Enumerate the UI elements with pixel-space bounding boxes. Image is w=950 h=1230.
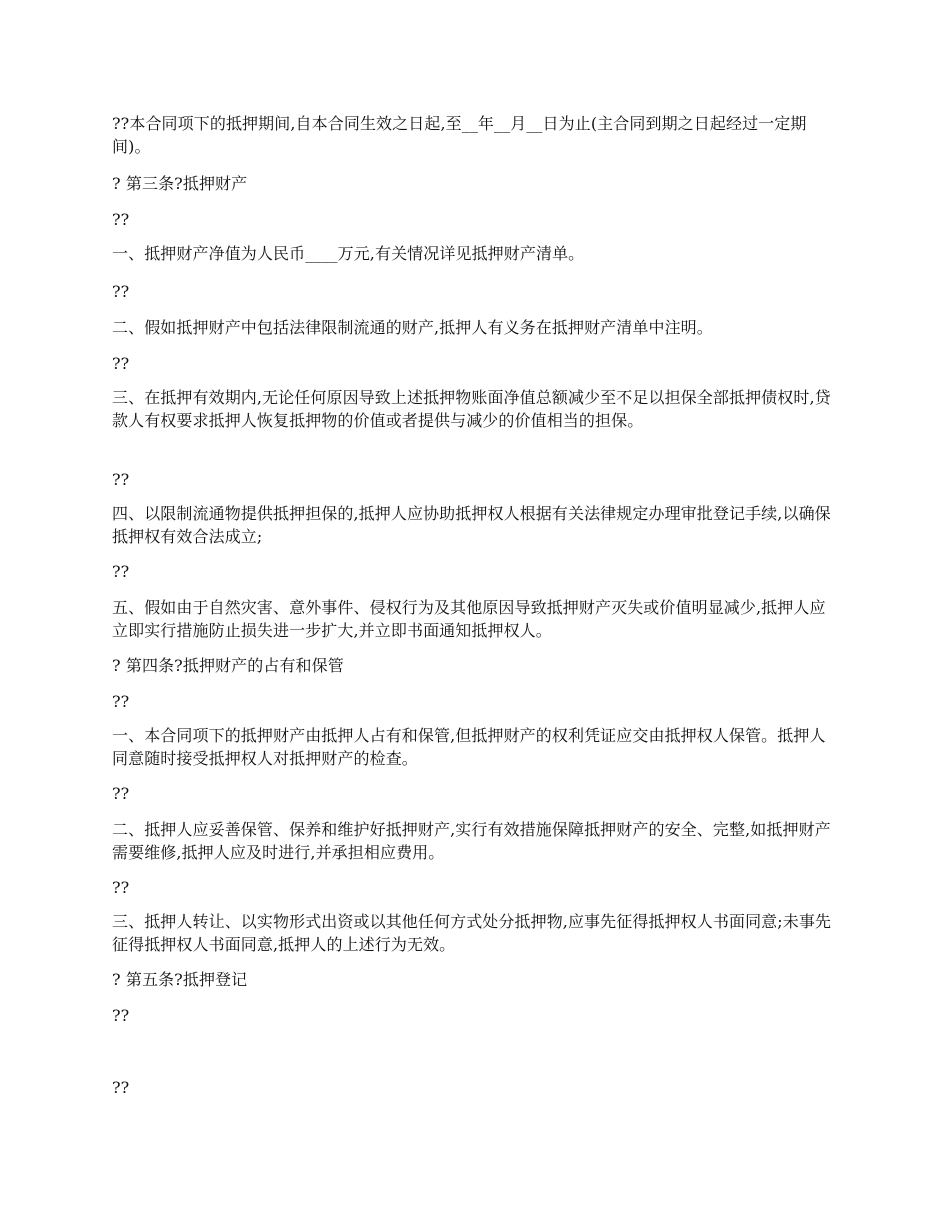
- paragraph-4-1: 一、本合同项下的抵押财产由抵押人占有和保管,但抵押财产的权利凭证应交由抵押权人保管。抵押人同意随时接受抵押权人对抵押财产的检查。: [112, 726, 826, 768]
- paragraph-3-4: 四、以限制流通物提供抵押担保的,抵押人应协助抵押权人根据有关法律规定办理审批登记手续,以确保抵押权有效合法成立;: [112, 504, 831, 546]
- spacer-marker: ??: [112, 784, 130, 803]
- spacer-marker: ??: [112, 354, 130, 373]
- spacer-marker: ??: [112, 878, 130, 897]
- paragraph-3-1: 一、抵押财产净值为人民币____万元,有关情况详见抵押财产清单。: [112, 244, 585, 263]
- paragraph-3-3: 三、在抵押有效期内,无论任何原因导致上述抵押物账面净值总额减少至不足以担保全部抵押债权时,贷款人有权要求抵押人恢复抵押物的价值或者提供与减少的价值相当的担保。: [112, 388, 831, 430]
- paragraph-3-5: 五、假如由于自然灾害、意外事件、侵权行为及其他原因导致抵押财产灭失或价值明显减少,抵押人应立即实行措施防止损失进一步扩大,并立即书面通知抵押权人。: [112, 598, 826, 640]
- spacer-marker: ??: [112, 562, 130, 581]
- article-3-heading: ? 第三条?抵押财产: [112, 174, 248, 193]
- paragraph-4-2: 二、抵押人应妥善保管、保养和维护好抵押财产,实行有效措施保障抵押财产的安全、完整,如抵押财产需要维修,抵押人应及时进行,并承担相应费用。: [112, 820, 831, 862]
- paragraph-4-3: 三、抵押人转让、以实物形式出资或以其他任何方式处分抵押物,应事先征得抵押权人书面同意;未事先征得抵押权人书面同意,抵押人的上述行为无效。: [112, 912, 832, 954]
- spacer-marker: ??: [112, 282, 130, 301]
- spacer-marker: ??: [112, 1078, 130, 1097]
- article-4-heading: ? 第四条?抵押财产的占有和保管: [112, 656, 344, 675]
- spacer-marker: ??: [112, 210, 130, 229]
- article-5-heading: ? 第五条?抵押登记: [112, 970, 248, 989]
- spacer-marker: ??: [112, 1006, 130, 1025]
- paragraph-3-2: 二、假如抵押财产中包括法律限制流通的财产,抵押人有义务在抵押财产清单中注明。: [112, 318, 713, 337]
- paragraph-mortgage-period: ??本合同项下的抵押期间,自本合同生效之日起,至__年__月__日为止(主合同到期之日起经过一定期间)。: [112, 114, 807, 156]
- spacer-marker: ??: [112, 692, 130, 711]
- spacer-marker: ??: [112, 470, 130, 489]
